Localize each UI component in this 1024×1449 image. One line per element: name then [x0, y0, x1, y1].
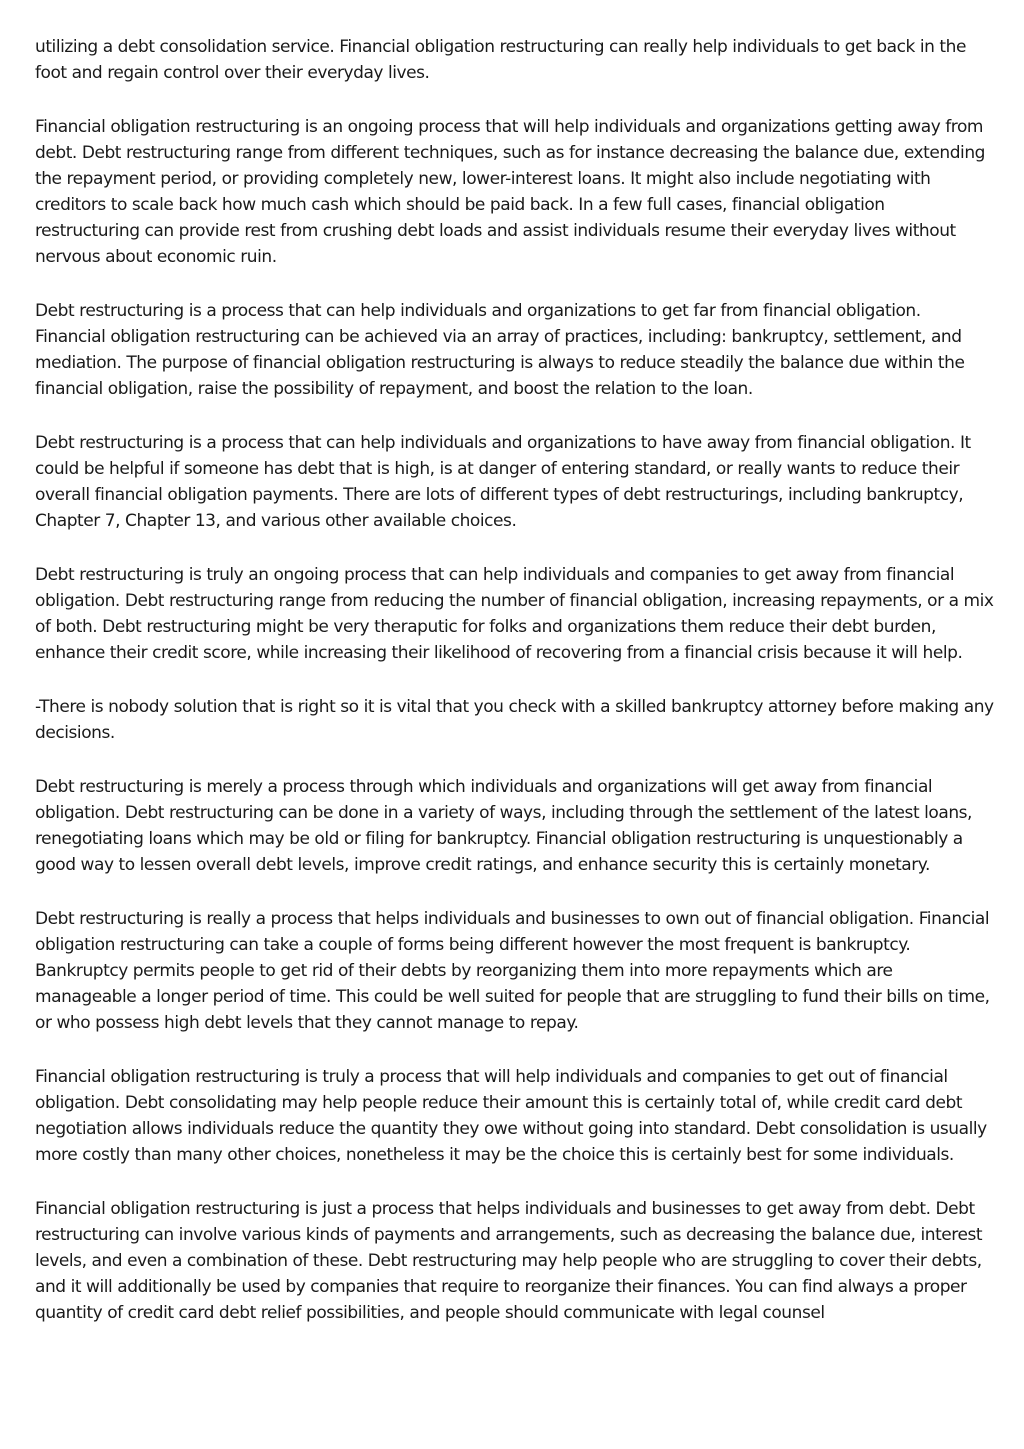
paragraph: utilizing a debt consolidation service. Financial obligation restructuring can really help individuals to get back in the foot and regain control over their everyday lives.	[35, 37, 966, 83]
paragraph: Debt restructuring is a process that can help individuals and organizations to have away from financial obligation. It could be helpful if someone has debt that is high, is at danger of entering standard, or really wants to reduce their overall financial obligation payments. There are lots of different types of debt restructurings, including bankruptcy, Chapter 7, Chapter 13, and various other available choices.	[35, 433, 971, 531]
paragraph: Debt restructuring is really a process that helps individuals and businesses to own out of financial obligation. Financial obligation restructuring can take a couple of forms being different however the most frequent is bankruptcy. Bankruptcy permits people to get rid of their debts by reorganizing them into more repayments which are manageable a longer period of time. This could be well suited for people that are struggling to fund their bills on time, or who possess high debt levels that they cannot manage to repay.	[35, 909, 990, 1033]
paragraph: Debt restructuring is merely a process through which individuals and organizations will get away from financial obligation. Debt restructuring can be done in a variety of ways, including through the settlement of the latest loans, renegotiating loans which may be old or filing for bankruptcy. Financial obligation restructuring is unquestionably a good way to lessen overall debt levels, improve credit ratings, and enhance security this is certainly monetary.	[35, 777, 973, 875]
paragraph: Debt restructuring is truly an ongoing process that can help individuals and companies to get away from financial obligation. Debt restructuring range from reducing the number of financial obligation, increasing repayments, or a mix of both. Debt restructuring might be very theraputic for folks and organizations them reduce their debt burden, enhance their credit score, while increasing their likelihood of recovering from a financial crisis because it will help.	[35, 565, 994, 663]
paragraph: Financial obligation restructuring is just a process that helps individuals and businesses to get away from debt. Debt restructuring can involve various kinds of payments and arrangements, such as decreasing the balance due, interest levels, and even a combination of these. Debt restructuring may help people who are struggling to cover their debts, and it will additionally be used by companies that require to reorganize their finances. You can find always a proper quantity of credit card debt relief possibilities, and people should communicate with legal counsel	[35, 1199, 983, 1323]
paragraph: Financial obligation restructuring is an ongoing process that will help individuals and organizations getting away from debt. Debt restructuring range from different techniques, such as for instance decreasing the balance due, extending the repayment period, or providing completely new, lower-interest loans. It might also include negotiating with creditors to scale back how much cash which should be paid back. In a few full cases, financial obligation restructuring can provide rest from crushing debt loads and assist individuals resume their everyday lives without nervous about economic ruin.	[35, 117, 985, 267]
paragraph: -There is nobody solution that is right so it is vital that you check with a skilled bankruptcy attorney before making any decisions.	[35, 697, 994, 743]
paragraph: Debt restructuring is a process that can help individuals and organizations to get far from financial obligation. Financial obligation restructuring can be achieved via an array of practices, including: bankruptcy, settlement, and mediation. The purpose of financial obligation restructuring is always to reduce steadily the balance due within the financial obligation, raise the possibility of repayment, and boost the relation to the loan.	[35, 301, 965, 399]
paragraph: Financial obligation restructuring is truly a process that will help individuals and companies to get out of financial obligation. Debt consolidating may help people reduce their amount this is certainly total of, while credit card debt negotiation allows individuals reduce the quantity they owe without going into standard. Debt consolidation is usually more costly than many other choices, nonetheless it may be the choice this is certainly best for some individuals.	[35, 1067, 987, 1165]
